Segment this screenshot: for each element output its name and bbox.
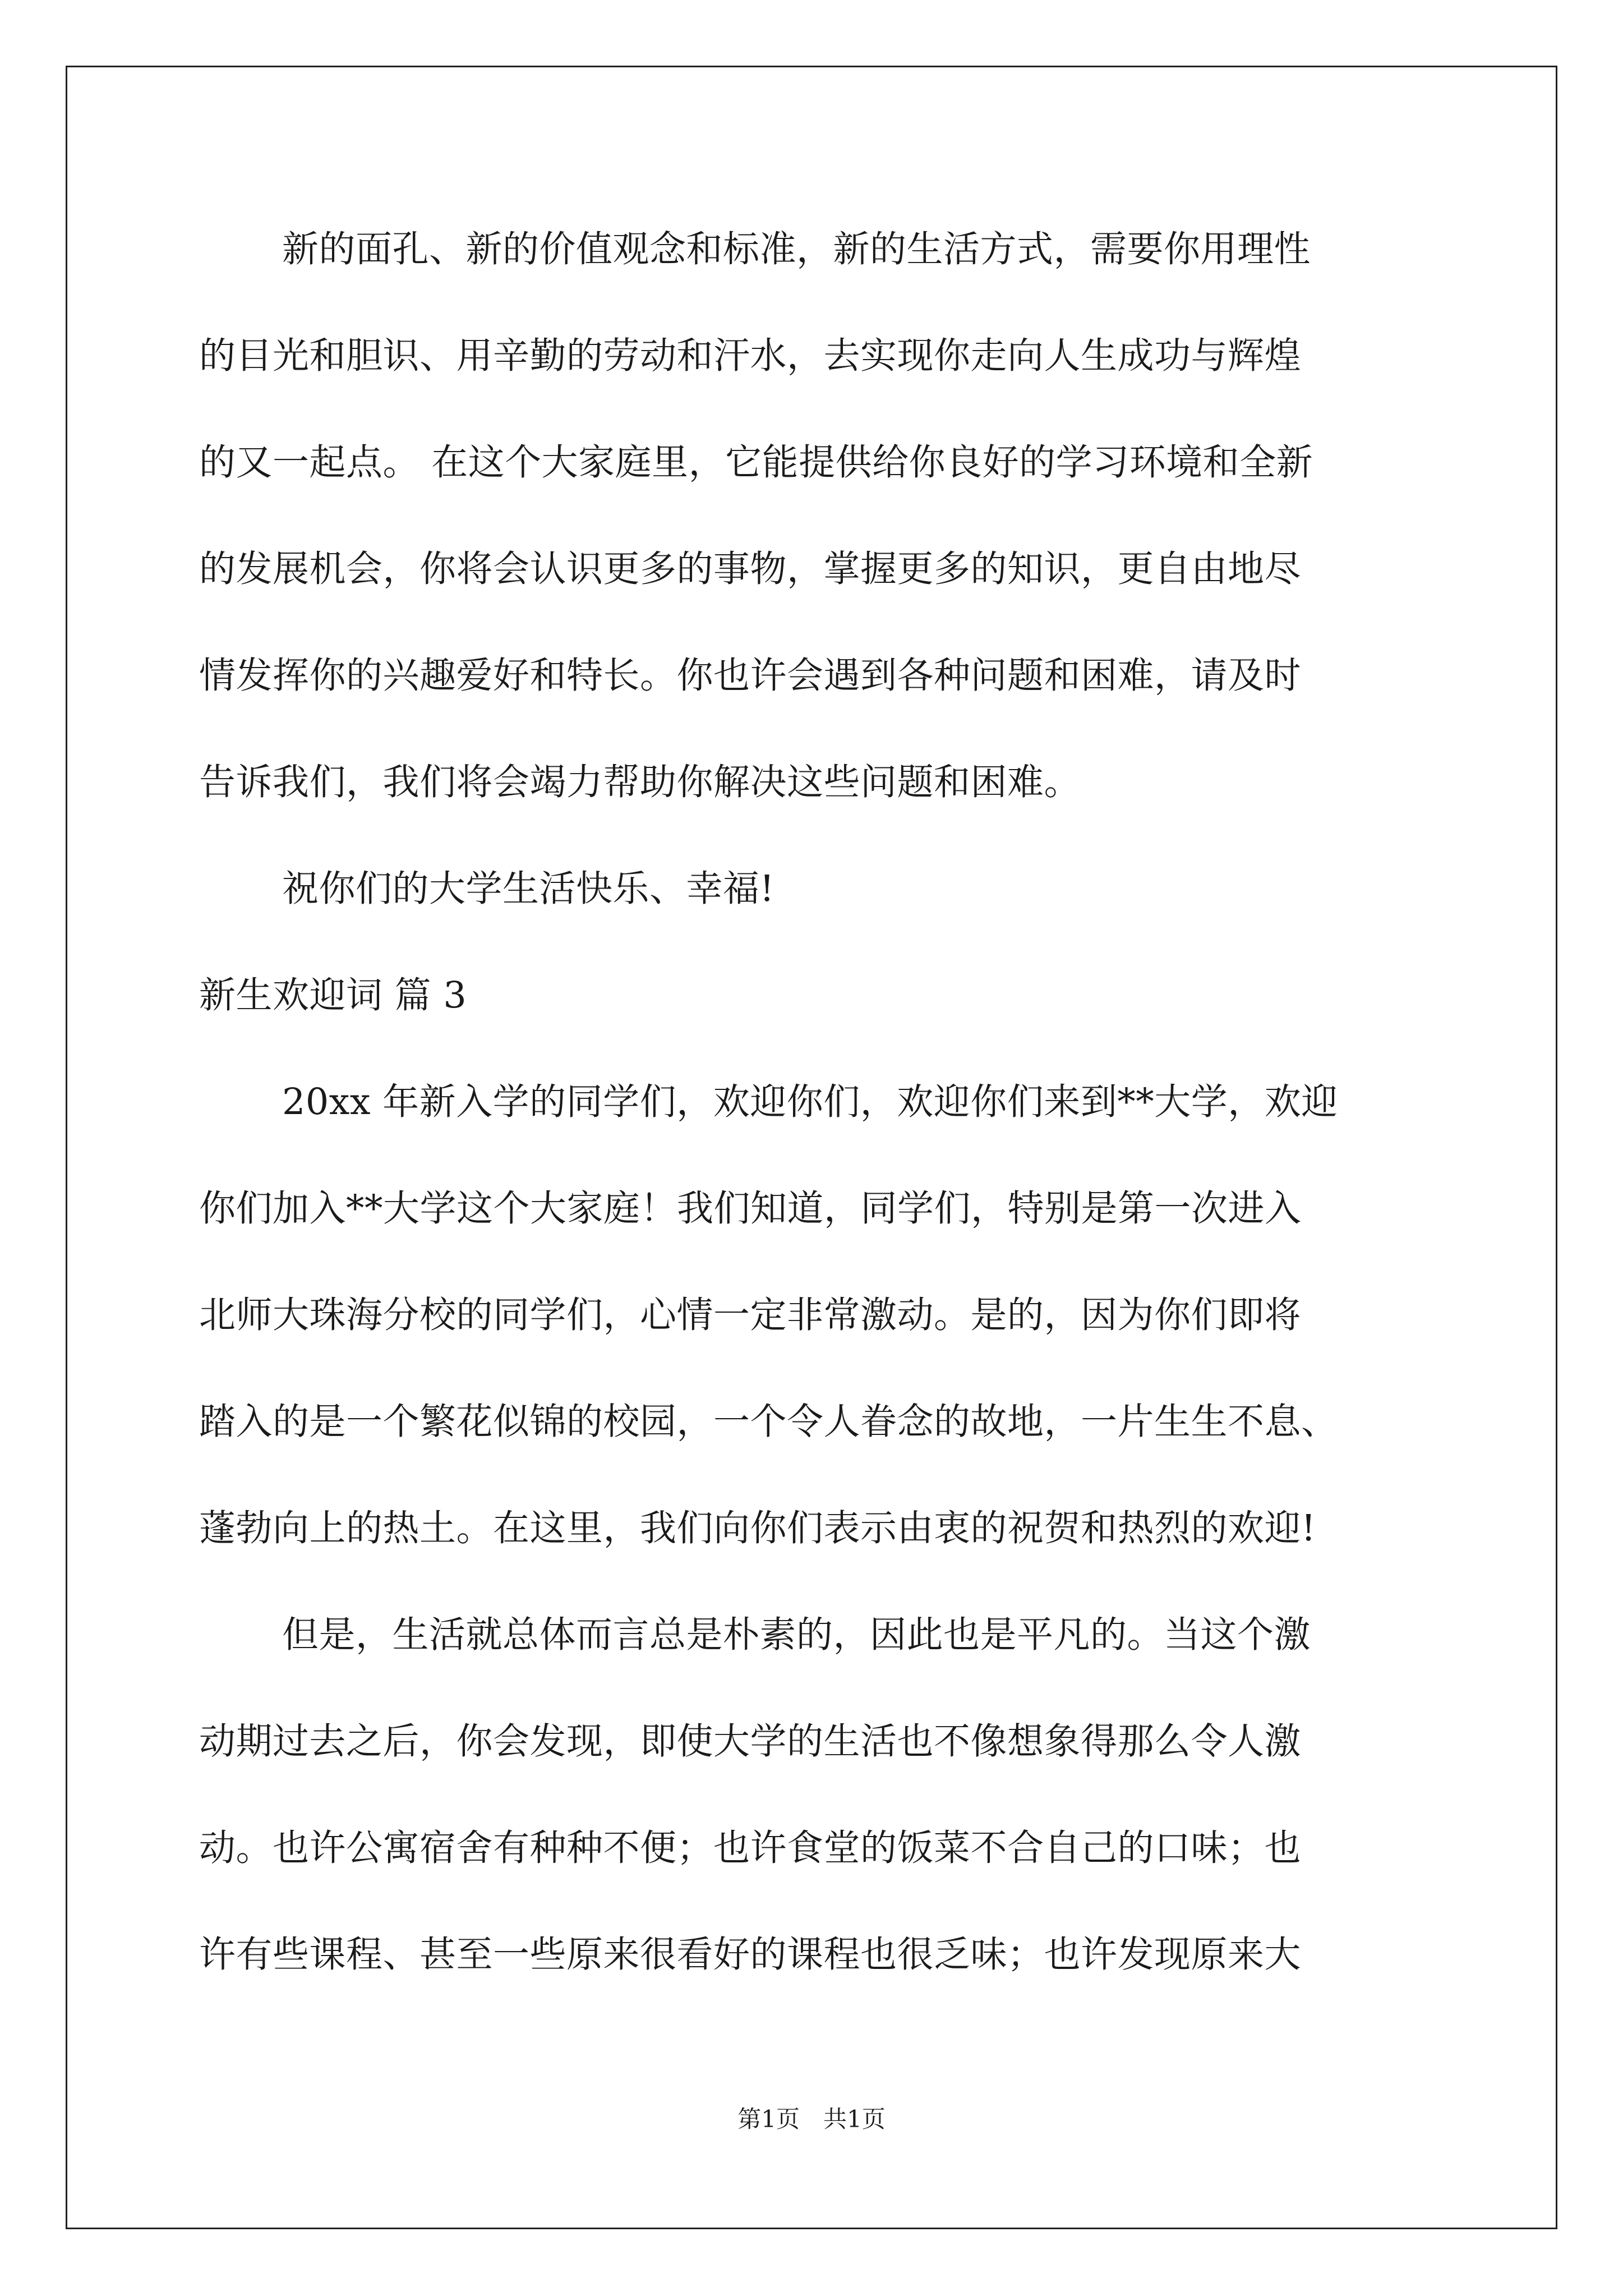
paragraph-line: 踏入的是一个繁花似锦的校园，一个令人眷念的故地，一片生生不息、	[199, 1401, 1338, 1443]
page-footer: 第1页 共1页	[737, 2105, 886, 2133]
paragraph-line: 北师大珠海分校的同学们，心情一定非常激动。是的，因为你们即将	[199, 1294, 1302, 1336]
paragraph-line: 新的面孔、新的价值观念和标准，新的生活方式，需要你用理性	[282, 228, 1311, 270]
paragraph-line: 动期过去之后，你会发现，即使大学的生活也不像想象得那么令人激	[199, 1720, 1302, 1763]
paragraph-line: 情发挥你的兴趣爱好和特长。你也许会遇到各种问题和困难，请及时	[199, 655, 1302, 697]
paragraph-line: 告诉我们，我们将会竭力帮助你解决这些问题和困难。	[199, 761, 1081, 803]
paragraph-line: 蓬勃向上的热土。在这里，我们向你们表示由衷的祝贺和热烈的欢迎!	[199, 1507, 1316, 1549]
page-border	[66, 66, 1557, 2229]
paragraph-line: 许有些课程、甚至一些原来很看好的课程也很乏味；也许发现原来大	[199, 1934, 1302, 1976]
section-heading: 新生欢迎词 篇 3	[199, 974, 467, 1016]
paragraph-line: 你们加入**大学这个大家庭！我们知道，同学们，特别是第一次进入	[199, 1188, 1302, 1230]
paragraph-line: 但是，生活就总体而言总是朴素的，因此也是平凡的。当这个激	[282, 1614, 1311, 1656]
paragraph-line: 的目光和胆识、用辛勤的劳动和汗水，去实现你走向人生成功与辉煌	[199, 335, 1302, 377]
paragraph-line: 的发展机会，你将会认识更多的事物，掌握更多的知识，更自由地尽	[199, 548, 1302, 590]
paragraph-line: 动。也许公寓宿舍有种种不便；也许食堂的饭菜不合自己的口味；也	[199, 1827, 1302, 1869]
paragraph-line: 祝你们的大学生活快乐、幸福!	[282, 868, 775, 910]
paragraph-line: 的又一起点。 在这个大家庭里，它能提供给你良好的学习环境和全新	[199, 441, 1313, 484]
paragraph-line: 20xx 年新入学的同学们，欢迎你们，欢迎你们来到**大学，欢迎	[282, 1081, 1338, 1123]
